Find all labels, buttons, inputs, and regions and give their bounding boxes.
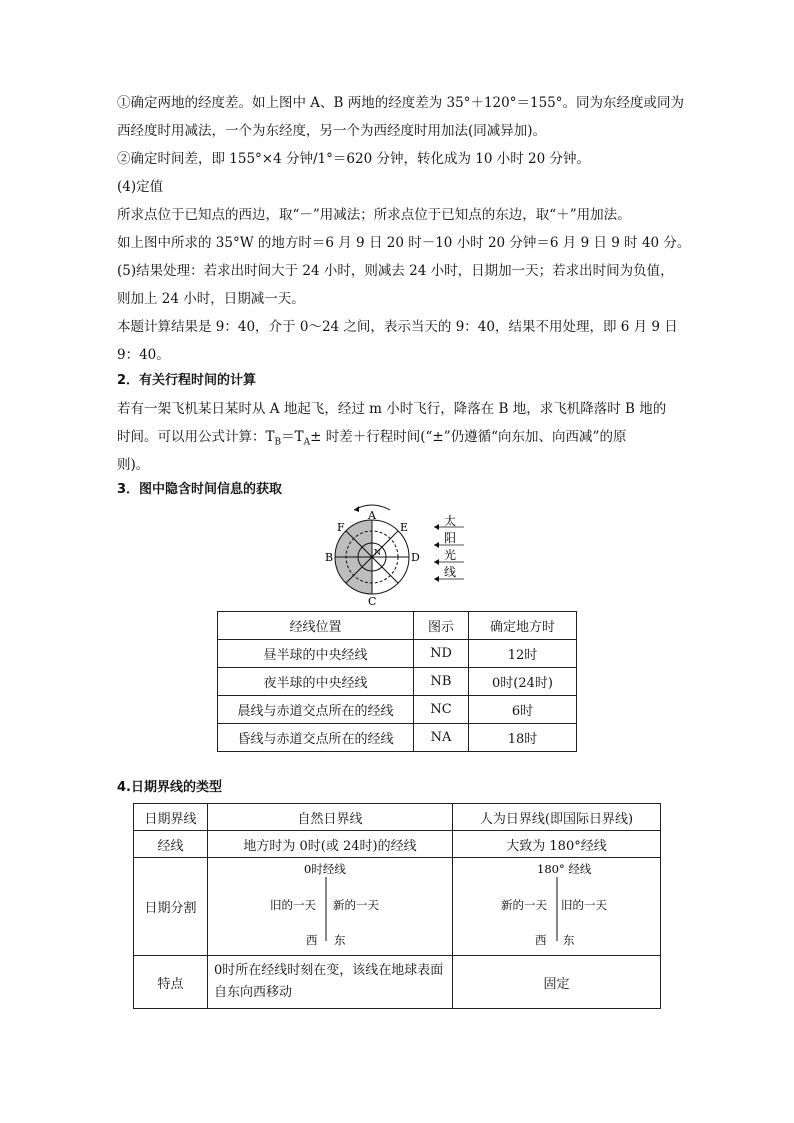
table-row	[218, 696, 577, 724]
line-3: ②确定时间差，即 155°×4 分钟/1°＝620 分钟，转化成为 10 小时 20 分钟。	[117, 151, 590, 167]
natural-right-label: 新的一天	[333, 897, 379, 912]
sub-a: A	[303, 437, 311, 448]
table-header: 日期界线	[134, 804, 208, 831]
table-header: 图示	[414, 612, 469, 640]
table-row	[218, 724, 577, 752]
table-cell	[208, 858, 453, 956]
table-row	[218, 668, 577, 696]
sun-ray-arrowhead-1-icon	[434, 524, 439, 530]
line-8: 则加上 24 小时，日期减一天。	[117, 291, 305, 307]
meridian-time-table	[217, 611, 577, 752]
line-1: ①确定两地的经度差。如上图中 A、B 两地的经度差为 35°＋120°＝155°。同为东经度或同为	[117, 95, 685, 111]
natural-date-line-diagram	[208, 859, 448, 955]
table-cell	[453, 858, 661, 956]
artificial-west-label: 西	[535, 932, 547, 947]
sub-b: B	[274, 437, 282, 448]
artificial-left-label: 新的一天	[501, 897, 547, 912]
table-cell: 0时(24时)	[469, 668, 577, 696]
table-header: 自然日界线	[208, 804, 453, 831]
label-A: A	[368, 509, 376, 522]
table-header: 确定地方时	[469, 612, 577, 640]
natural-east-label: 东	[334, 932, 346, 947]
natural-left-label: 旧的一天	[270, 897, 316, 912]
label-D: D	[411, 551, 420, 564]
label-E: E	[400, 521, 409, 534]
table-cell: 日期分割	[134, 858, 208, 956]
heading-3: 3．图中隐含时间信息的获取	[117, 482, 283, 497]
label-B: B	[325, 551, 334, 564]
table-header: 人为日界线(即国际日界线)	[453, 804, 661, 831]
line-13: 则)。	[117, 457, 150, 473]
sunlight-char-1: 太	[444, 514, 457, 528]
table-cell: NA	[414, 724, 469, 752]
sun-ray-arrowhead-4-icon	[434, 576, 439, 582]
table-cell: 晨线与赤道交点所在的经线	[218, 696, 414, 724]
line-6: 如上图中所求的 35°W 的地方时＝6 月 9 日 20 时－10 小时 20 分钟＝6 月 9 日 9 时 40 分。	[117, 235, 691, 251]
line-4: (4)定值	[117, 179, 164, 195]
table-cell: 经线	[134, 831, 208, 858]
line-2: 西经度时用减法，一个为东经度，另一个为西经度时用加法(同减异加)。	[117, 123, 547, 139]
label-F: F	[337, 521, 345, 534]
label-C: C	[368, 595, 377, 608]
table-cell: 特点	[134, 956, 208, 1009]
line-12-a: 时间。可以用公式计算：T	[117, 429, 275, 445]
table-row	[134, 831, 661, 858]
table-header: 经线位置	[218, 612, 414, 640]
sun-ray-arrowhead-3-icon	[434, 559, 439, 565]
table-cell: 夜半球的中央经线	[218, 668, 414, 696]
natural-line-label: 0时经线	[304, 861, 346, 876]
artificial-right-label: 旧的一天	[561, 897, 607, 912]
line-12	[117, 428, 626, 452]
line-7: (5)结果处理：若求出时间大于 24 小时，则减去 24 小时，日期加一天；若求出时间为负值，	[117, 263, 674, 279]
table-header-row	[218, 612, 577, 640]
line-5: 所求点位于已知点的西边，取“－”用减法；所求点位于已知点的东边，取“＋”用加法。	[117, 207, 631, 223]
natural-west-label: 西	[306, 932, 318, 947]
table-cell: 地方时为 0时(或 24时)的经线	[208, 831, 453, 858]
table-row	[218, 640, 577, 668]
table-header-row	[134, 804, 661, 831]
table-cell: 昏线与赤道交点所在的经线	[218, 724, 414, 752]
table-cell: 18时	[469, 724, 577, 752]
table-cell: 0时所在经线时刻在变，该线在地球表面自东向西移动	[208, 956, 453, 1009]
earth-diagram	[322, 500, 472, 610]
table-cell: NC	[414, 696, 469, 724]
table-cell: 12时	[469, 640, 577, 668]
table-cell: 6时	[469, 696, 577, 724]
line-9: 本题计算结果是 9：40，介于 0～24 之间，表示当天的 9：40，结果不用处理，即 6 月 9 日	[117, 319, 678, 335]
heading-2: 2．有关行程时间的计算	[117, 373, 257, 388]
sunlight-char-4: 线	[444, 565, 457, 579]
line-11: 若有一架飞机某日某时从 A 地起飞，经过 m 小时飞行，降落在 B 地，求飞机降落时 B 地的	[117, 401, 667, 417]
table-cell: 昼半球的中央经线	[218, 640, 414, 668]
line-12-c: ± 时差＋行程时间(“±”仍遵循“向东加、向西减”的原	[310, 429, 627, 445]
artificial-date-line-diagram	[453, 859, 659, 955]
heading-4: 4.日期界线的类型	[117, 780, 222, 795]
artificial-line-label: 180° 经线	[537, 861, 592, 876]
sunlight-char-3: 光	[444, 548, 457, 562]
line-10: 9：40。	[117, 347, 170, 363]
date-line-table	[133, 803, 661, 1009]
line-12-b: ＝T	[281, 429, 304, 445]
table-cell: NB	[414, 668, 469, 696]
artificial-east-label: 东	[563, 932, 575, 947]
rotation-arrowhead-icon	[354, 506, 359, 512]
table-cell: 大致为 180°经线	[453, 831, 661, 858]
sunlight-char-2: 阳	[444, 531, 457, 545]
sun-ray-arrowhead-2-icon	[434, 542, 439, 548]
table-row	[134, 956, 661, 1009]
table-cell: ND	[414, 640, 469, 668]
table-row	[134, 858, 661, 956]
table-cell: 固定	[453, 956, 661, 1009]
label-N: N	[374, 548, 381, 557]
